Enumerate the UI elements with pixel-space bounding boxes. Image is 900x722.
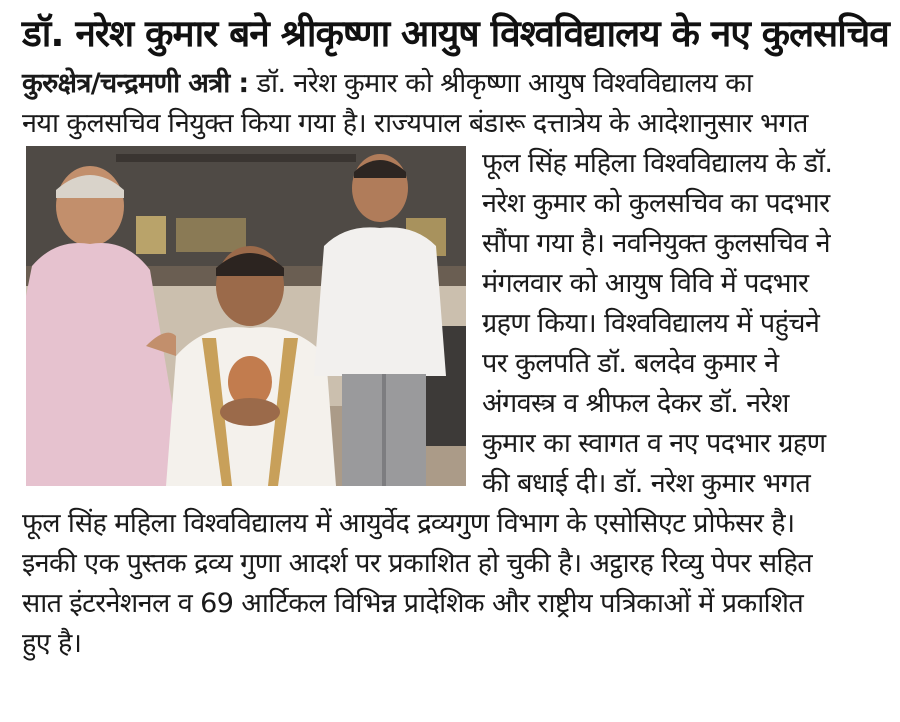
wrap-line: फूल सिंह महिला विश्वविद्यालय के डॉ. — [482, 148, 833, 179]
wrapped-text-column — [482, 144, 900, 504]
body-line-1-text: डॉ. नरेश कुमार को श्रीकृष्णा आयुष विश्वविद्यालय का — [256, 68, 753, 99]
photo-and-wrapped-text — [22, 144, 886, 504]
body-line-bottom: हुए है। — [22, 628, 82, 659]
wrap-line: पर कुलपति डॉ. बलदेव कुमार ने — [482, 348, 779, 379]
body-line-2: नया कुलसचिव नियुक्त किया गया है। राज्यपाल बंडारू दत्तात्रेय के आदेशानुसार भगत — [22, 108, 808, 139]
body-line-bottom: फूल सिंह महिला विश्वविद्यालय में आयुर्वेद द्रव्यगुण विभाग के एसोसिएट प्रोफेसर है। — [22, 508, 795, 539]
body-line-1 — [22, 64, 886, 104]
photo-illustration — [26, 146, 466, 486]
body-line-bottom: सात इंटरनेशनल व 69 आर्टिकल विभिन्न प्रादेशिक और राष्ट्रीय पत्रिकाओं में प्रकाशित — [22, 588, 804, 619]
wrap-line: नरेश कुमार को कुलसचिव का पदभार — [482, 188, 830, 219]
wrap-line: की बधाई दी। डॉ. नरेश कुमार भगत — [482, 468, 811, 499]
byline: कुरुक्षेत्र/चन्द्रमणी अत्री : — [22, 68, 249, 99]
wrap-line: ग्रहण किया। विश्वविद्यालय में पहुंचने — [482, 308, 820, 339]
body-line-bottom: इनकी एक पुस्तक द्रव्य गुणा आदर्श पर प्रकाशित हो चुकी है। अट्ठारह रिव्यु पेपर सहित — [22, 548, 813, 579]
wrap-line: मंगलवार को आयुष विवि में पदभार — [482, 268, 809, 299]
headline: डॉ. नरेश कुमार बने श्रीकृष्णा आयुष विश्वविद्यालय के नए कुलसचिव — [22, 12, 889, 55]
news-photo — [26, 146, 466, 486]
wrap-line: कुमार का स्वागत व नए पदभार ग्रहण — [482, 428, 826, 459]
wrap-line: अंगवस्त्र व श्रीफल देकर डॉ. नरेश — [482, 388, 789, 419]
wrap-line: सौंपा गया है। नवनियुक्त कुलसचिव ने — [482, 228, 831, 259]
